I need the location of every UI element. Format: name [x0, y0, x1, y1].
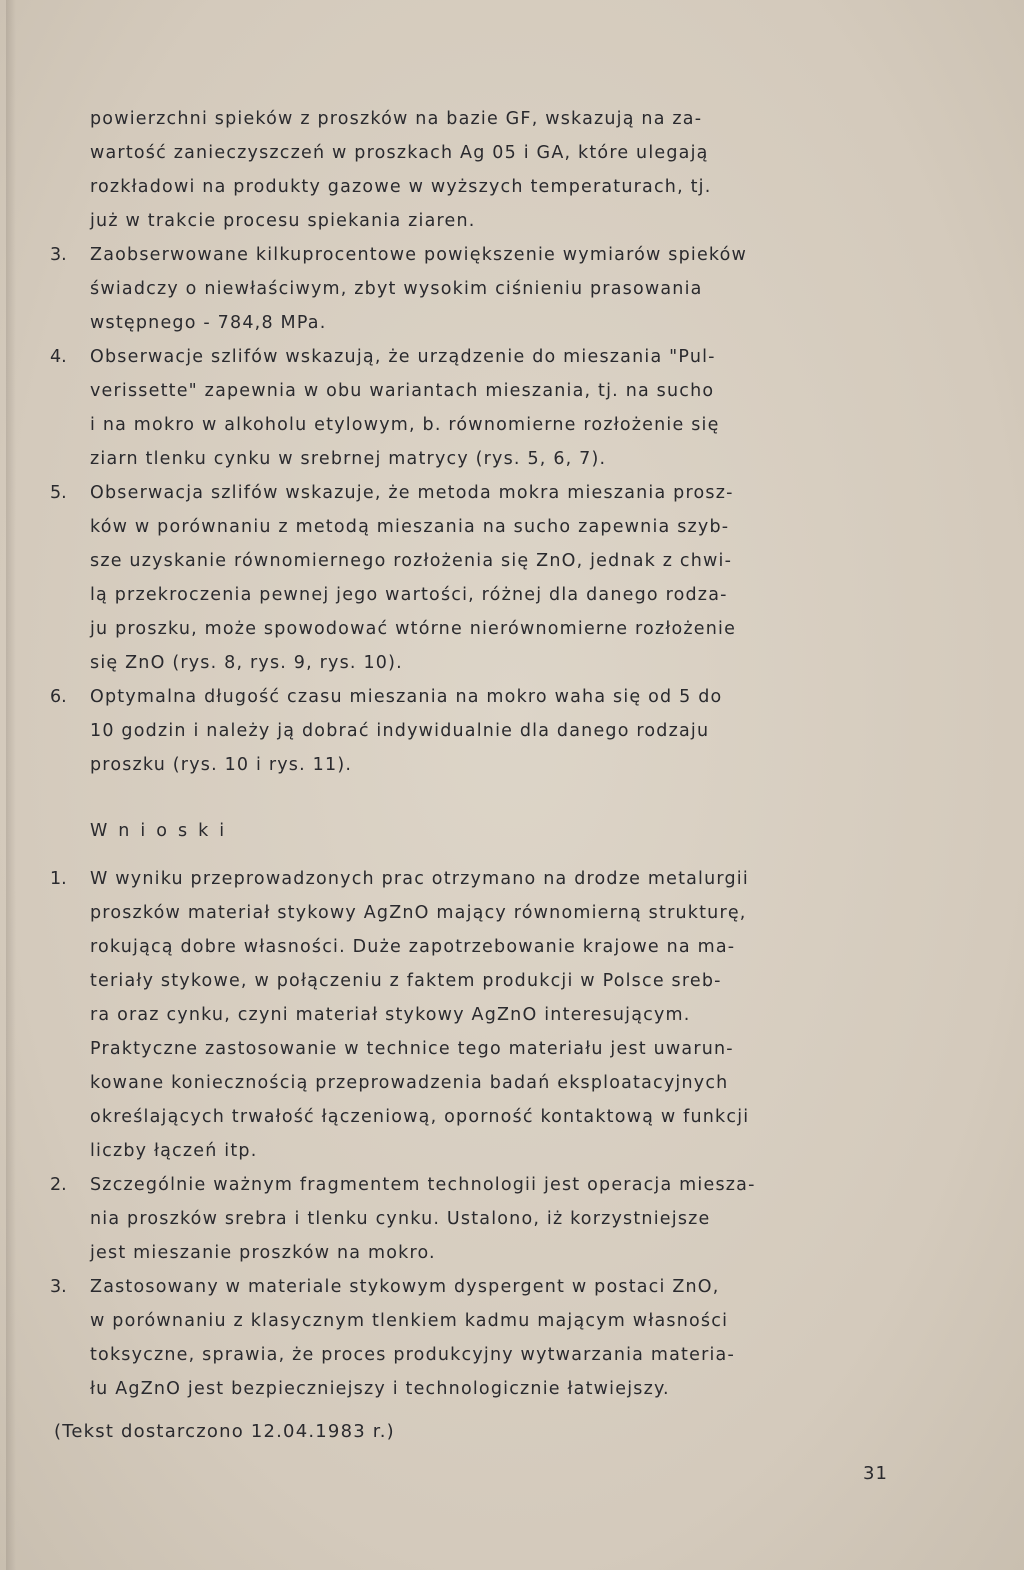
text-line: Zastosowany w materiale stykowym dyspergent w postaci ZnO,: [90, 1277, 720, 1297]
text-line: Zaobserwowane kilkuprocentowe powiększenie wymiarów spieków: [90, 245, 748, 265]
text-line: W wyniku przeprowadzonych prac otrzymano na drodze metalurgii: [90, 869, 749, 889]
text-line: ków w porównaniu z metodą mieszania na sucho zapewnia szyb-: [90, 517, 730, 537]
item-number: 5.: [50, 483, 67, 503]
text-line: określających trwałość łączeniową, oporność kontaktową w funkcji: [90, 1107, 750, 1127]
text-line: verissette" zapewnia w obu wariantach mieszania, tj. na sucho: [90, 381, 715, 401]
text-line: jest mieszanie proszków na mokro.: [90, 1243, 436, 1263]
text-line: lą przekroczenia pewnej jego wartości, różnej dla danego rodza-: [90, 585, 728, 605]
text-line: kowane koniecznością przeprowadzenia badań eksploatacyjnych: [90, 1073, 729, 1093]
item-number: 3.: [50, 245, 67, 265]
text-line: ju proszku, może spowodować wtórne nierównomierne rozłożenie: [90, 619, 737, 639]
item-number: 4.: [50, 347, 67, 367]
text-line: świadczy o niewłaściwym, zbyt wysokim ciśnieniu prasowania: [90, 279, 703, 299]
text-line: proszków materiał stykowy AgZnO mający równomierną strukturę,: [90, 903, 747, 923]
text-line: toksyczne, sprawia, że proces produkcyjny wytwarzania materia-: [90, 1345, 735, 1365]
text-line: Obserwacje szlifów wskazują, że urządzenie do mieszania "Pul-: [90, 347, 716, 367]
text-line: 10 godzin i należy ją dobrać indywidualnie dla danego rodzaju: [90, 721, 710, 741]
text-line: Szczególnie ważnym fragmentem technologii jest operacja miesza-: [90, 1175, 756, 1195]
text-line: sze uzyskanie równomiernego rozłożenia się ZnO, jednak z chwi-: [90, 551, 733, 571]
text-line: Optymalna długość czasu mieszania na mokro waha się od 5 do: [90, 687, 723, 707]
text-line: wartość zanieczyszczeń w proszkach Ag 05 i GA, które ulegają: [90, 143, 709, 163]
text-line: ra oraz cynku, czyni materiał stykowy AgZnO interesującym.: [90, 1005, 691, 1025]
text-line: rokującą dobre własności. Duże zapotrzebowanie krajowe na ma-: [90, 937, 736, 957]
section-heading: Wnioski: [90, 821, 236, 841]
item-number: 1.: [50, 869, 67, 889]
item-number: 2.: [50, 1175, 67, 1195]
text-line: w porównaniu z klasycznym tlenkiem kadmu mającym własności: [90, 1311, 729, 1331]
text-line: powierzchni spieków z proszków na bazie GF, wskazują na za-: [90, 109, 703, 129]
text-line: Obserwacja szlifów wskazuje, że metoda mokra mieszania prosz-: [90, 483, 734, 503]
item-number: 3.: [50, 1277, 67, 1297]
submission-note: (Tekst dostarczono 12.04.1983 r.): [54, 1421, 395, 1442]
page-number: 31: [863, 1463, 888, 1484]
text-line: łu AgZnO jest bezpieczniejszy i technologicznie łatwiejszy.: [90, 1379, 670, 1399]
text-line: i na mokro w alkoholu etylowym, b. równomierne rozłożenie się: [90, 415, 720, 435]
text-line: nia proszków srebra i tlenku cynku. Ustalono, iż korzystniejsze: [90, 1209, 711, 1229]
text-line: ziarn tlenku cynku w srebrnej matrycy (rys. 5, 6, 7).: [90, 449, 607, 469]
text-line: teriały stykowe, w połączeniu z faktem produkcji w Polsce sreb-: [90, 971, 722, 991]
item-number: 6.: [50, 687, 67, 707]
text-line: już w trakcie procesu spiekania ziaren.: [90, 211, 476, 231]
text-line: wstępnego - 784,8 MPa.: [90, 313, 327, 333]
text-line: liczby łączeń itp.: [90, 1141, 258, 1161]
text-line: Praktyczne zastosowanie w technice tego materiału jest uwarun-: [90, 1039, 734, 1059]
text-line: się ZnO (rys. 8, rys. 9, rys. 10).: [90, 653, 403, 673]
text-line: rozkładowi na produkty gazowe w wyższych temperaturach, tj.: [90, 177, 712, 197]
text-line: proszku (rys. 10 i rys. 11).: [90, 755, 353, 775]
